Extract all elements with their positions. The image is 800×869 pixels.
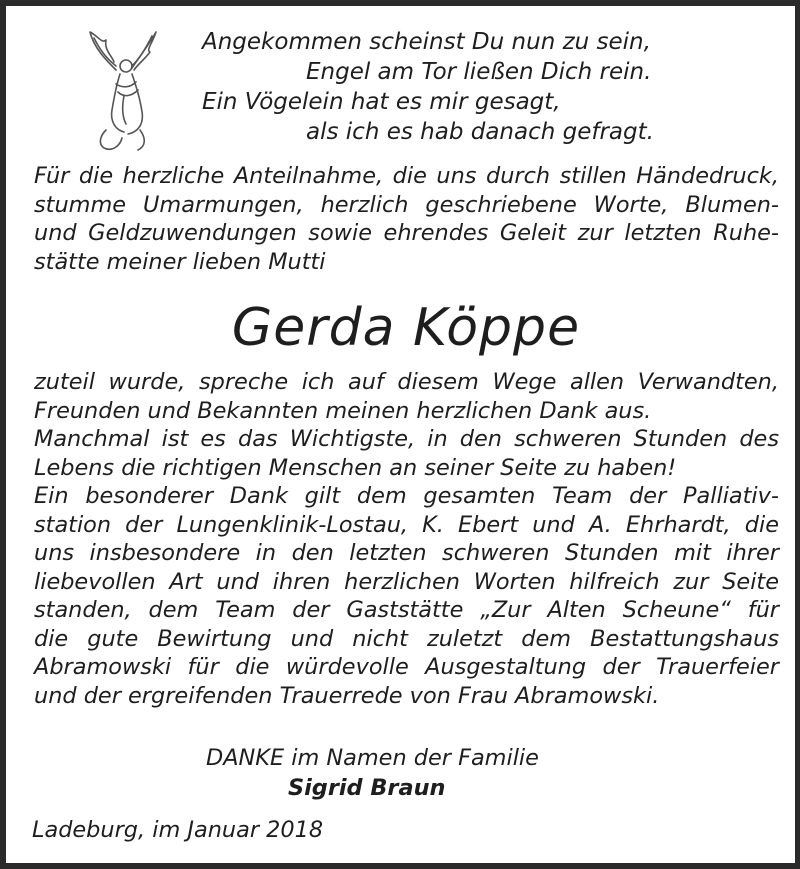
angel-icon — [86, 26, 162, 154]
body-line: zuteil wurde, spreche ich auf diesem Wege allen Verwandten, — [34, 369, 779, 395]
intro-line: stätte meiner lieben Mutti — [34, 248, 326, 275]
body-line: Abramowski für die würdevolle Ausgestaltung der Trauerfeier — [34, 654, 779, 680]
intro-text — [34, 162, 779, 276]
body-line: Manchmal ist es das Wichtigste, in den schweren Stunden des — [34, 426, 779, 452]
signature: Sigrid Braun — [288, 775, 446, 801]
poem-line-2: Engel am Tor ließen Dich rein. — [306, 59, 652, 85]
poem-line-3: Ein Vögelein hat es mir gesagt, — [202, 89, 561, 115]
body-line: die gute Bewirtung und nicht zuletzt dem Bestattungshaus — [34, 625, 779, 652]
body-line: und der ergreifenden Trauerrede von Frau Abramowski. — [34, 682, 660, 709]
body-line: Ein besonderer Dank gilt dem gesamten Team der Palliativ- — [34, 483, 779, 509]
body-line: station der Lungenklinik-Lostau, K. Ebert und A. Ehrhardt, die — [34, 511, 779, 538]
closing-thanks: DANKE im Namen der Familie — [206, 745, 539, 771]
body-line: Freunden und Bekannten meinen herzlichen Dank aus. — [34, 397, 652, 424]
body-line: uns insbesondere in den letzten schweren Stunden mit ihrer — [34, 540, 779, 566]
body-line: liebevollen Art und ihren herzlichen Worten hilfreich zur Seite — [34, 568, 779, 595]
poem-line-4: als ich es hab danach gefragt. — [306, 119, 654, 145]
body-text — [34, 368, 779, 710]
intro-line: und Geldzuwendungen sowie ehrendes Geleit zur letzten Ruhe- — [34, 220, 779, 246]
body-line: Lebens die richtigen Menschen an seiner Seite zu haben! — [34, 454, 677, 481]
intro-line: Für die herzliche Anteilnahme, die uns durch stillen Händedruck, — [34, 163, 779, 189]
intro-line: stumme Umarmungen, herzlich geschriebene Worte, Blumen- — [34, 191, 779, 218]
body-line: standen, dem Team der Gaststätte „Zur Alten Scheune“ für — [34, 597, 779, 623]
poem-line-1: Angekommen scheinst Du nun zu sein, — [202, 29, 651, 55]
deceased-name: Gerda Köppe — [231, 298, 581, 358]
place-date: Ladeburg, im Januar 2018 — [32, 817, 324, 843]
